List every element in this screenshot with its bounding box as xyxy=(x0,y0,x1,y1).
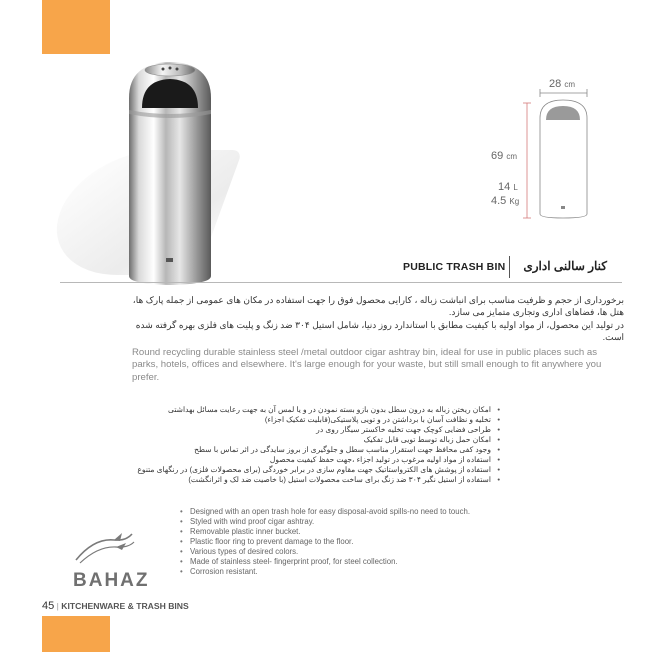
width-label xyxy=(549,78,575,90)
features-list-en xyxy=(180,507,560,577)
height-unit: cm xyxy=(506,152,517,161)
horizontal-rule xyxy=(60,282,622,283)
section-name: KITCHENWARE & TRASH BINS xyxy=(61,601,189,611)
width-value: 28 xyxy=(549,78,562,90)
trash-bin-product-image xyxy=(125,58,215,288)
orange-corner-tab-top xyxy=(42,0,110,54)
orange-corner-tab-bottom xyxy=(42,616,110,652)
feature-item-en: • Corrosion resistant. xyxy=(180,567,560,577)
feature-item-en: • Made of stainless steel- fingerprint proof, for steel collection. xyxy=(180,557,560,567)
height-label xyxy=(491,150,517,162)
page-footer xyxy=(42,600,189,612)
feature-item-fa: • استفاده از مواد اولیه مرغوب در تولید اجزاء ،جهت حفظ کیفیت محصول xyxy=(180,455,500,465)
description-en: Round recycling durable stainless steel /metal outdoor cigar ashtray bin, ideal for use in public places such as parks, hotels, offices and elsewhere. It's large enough for your waste, but still small enough to fit anywhere you prefer. xyxy=(132,347,602,383)
page-number: 45 xyxy=(42,600,55,612)
weight-label xyxy=(491,195,519,207)
weight-value: 4.5 xyxy=(491,195,507,207)
product-title-en: PUBLIC TRASH BIN xyxy=(403,261,506,273)
volume-value: 14 xyxy=(498,181,511,193)
volume-unit: L xyxy=(513,183,518,192)
footer-separator: | xyxy=(56,601,59,611)
feature-item-fa: • تخلیه و نظافت آسان با برداشتن در و تویی پلاستیکی(قابلیت تفکیک اجزاء) xyxy=(180,415,500,425)
feature-item-en: • Removable plastic inner bucket. xyxy=(180,527,560,537)
feature-item-en: • Styled with wind proof cigar ashtray. xyxy=(180,517,560,527)
feature-item-en: • Various types of desired colors. xyxy=(180,547,560,557)
description-fa-paragraph: در تولید این محصول، از مواد اولیه با کیفیت مطابق با استاندارد روز دنیا، شامل استیل ۳۰۴ ضد زنگ و پلیت های فلزی بهره گرفته شده است. xyxy=(135,319,624,343)
feature-item-fa: • طراحی فضایی کوچک جهت تخلیه خاکستر سیگار روی در xyxy=(180,425,500,435)
feature-item-fa: • استفاده از پوشش های الکترواستاتیک جهت مقاوم سازی در برابر خوردگی (برای محصولات فلزی) در رنگهای متنوع xyxy=(180,465,500,475)
feature-item-en: • Plastic floor ring to prevent damage to the floor. xyxy=(180,537,560,547)
brand-bird-logo-icon xyxy=(74,530,136,566)
features-list-fa xyxy=(137,405,500,485)
feature-item-fa: • امکان حمل زباله توسط تویی قابل تفکیک xyxy=(180,435,500,445)
product-title-fa: کنار سالنی اداری xyxy=(523,259,607,273)
description-fa xyxy=(130,294,624,344)
feature-item-fa: • امکان ریختن زباله به درون سطل بدون بازو بسته نمودن در و یا لمس آن به جهت رعایت مسائل بهداشتی xyxy=(180,405,500,415)
width-unit: cm xyxy=(564,80,575,89)
feature-item-en: • Designed with an open trash hole for easy disposal-avoid spills-no need to touch. xyxy=(180,507,560,517)
feature-item-fa: • استفاده از استیل نگیر ۳۰۴ ضد زنگ برای ساخت محصولات استیل (با خاصیت ضد لک و اثرانگشت) xyxy=(180,475,500,485)
description-fa-paragraph: برخورداری از حجم و ظرفیت مناسب برای انباشت زباله ، کارایی محصول فوق را جهت استفاده در مکان های عمومی از جمله پارک ها، هتل ها، فضاهای اداری وتجاری متمایز می سازد. xyxy=(132,295,624,318)
product-title-row xyxy=(400,256,615,278)
brand-logo-text: BAHAZ xyxy=(73,570,150,591)
title-divider xyxy=(509,256,510,278)
feature-item-fa: • وجود کفی محافظ جهت استقرار مناسب سطل و جلوگیری از بروز سایدگی در اثر تماس با سطح xyxy=(180,445,500,455)
height-value: 69 xyxy=(491,150,504,162)
volume-label xyxy=(498,181,518,193)
dimension-drawing xyxy=(470,78,620,228)
weight-unit: Kg xyxy=(509,197,520,206)
